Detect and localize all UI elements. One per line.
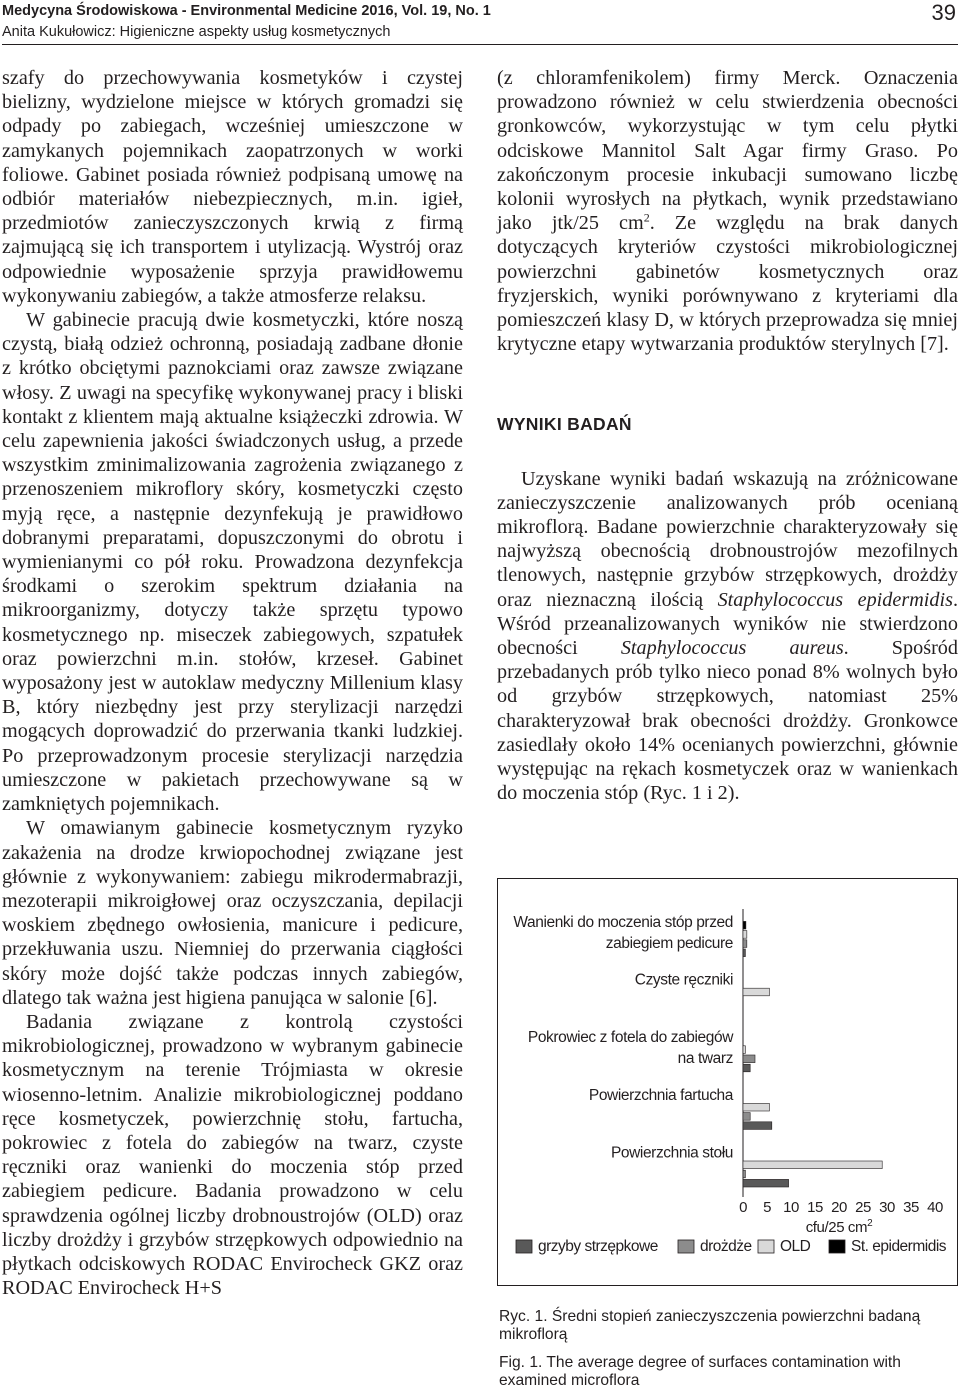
caption-text: The average degree of surfaces contamination with examined microflora xyxy=(499,1354,901,1389)
page-number: 39 xyxy=(931,0,956,25)
bar xyxy=(743,1179,789,1187)
article-running-title: Anita Kukułowicz: Higieniczne aspekty usług kosmetycznych xyxy=(2,24,391,40)
bar xyxy=(743,949,745,957)
paragraph-text: . Spośród przebadanych prób tylko nieco ponad 8% wolnych było od grzybów strzępkowych, natomiast 25% charakteryzował brak obecności drożdży. Gronkowce zasiedlały około 14% ocenianych powierzchni, głównie występując na rękach kosmetyczek oraz w wanienkach do moczenia stóp (Ryc. 1 i 2). xyxy=(497,637,958,805)
x-tick-label: 20 xyxy=(831,1199,847,1216)
bar xyxy=(743,988,769,996)
figure-chart xyxy=(497,878,958,1286)
bar xyxy=(743,931,747,939)
bar xyxy=(743,940,747,948)
paragraph xyxy=(497,66,958,356)
paragraph xyxy=(497,467,958,806)
caption-label: Fig. 1. xyxy=(499,1354,543,1371)
legend-label: St. epidermidis xyxy=(851,1238,947,1255)
x-tick-label: 30 xyxy=(879,1199,895,1216)
species-name: Staphylococcus epidermidis xyxy=(717,588,953,611)
category-label: Wanienki do moczenia stóp przed xyxy=(513,914,733,931)
right-column xyxy=(497,66,958,805)
category-label: na twarz xyxy=(677,1050,733,1068)
x-axis-label-sup: 2 xyxy=(867,1218,873,1229)
paragraph: W omawianym gabinecie kosmetycznym ryzyko zakażenia na drodze krwiopochodnej związane jest głównie z wykonywaniem: zabiegu mikrodermabrazji, mezoterapii mikroigłowej oraz oczyszczania, depilacji woskiem zbędnego owłosienia, manicure i pedicure, przekłuwania uszu. Niemniej do przerwania ciągłości skóry może dojść także podczas innych zabiegów, dlatego tak ważna jest higiena panująca w salonie [6]. xyxy=(2,817,463,1009)
x-tick-label: 35 xyxy=(903,1199,919,1216)
caption-label: Ryc. 1. xyxy=(499,1308,548,1325)
paragraph-text: . Wśród przeanalizowanych wyników nie stwierdzono obecności xyxy=(497,588,958,660)
bar xyxy=(743,1046,745,1054)
bar xyxy=(743,1055,755,1063)
x-axis-label-text: cfu/25 cm xyxy=(805,1219,868,1236)
caption-pl xyxy=(499,1308,959,1344)
x-tick-label: 15 xyxy=(807,1199,823,1216)
paragraph: Badania związane z kontrolą czystości mikrobiologicznej, prowadzono w wybranym gabinecie kosmetycznym na terenie Trójmiasta w okresie wiosenno-letnim. Analizie mikrobiologicznej poddano ręce kosmetyczek, powierzchnię stołu, fartucha, pokrowiec z fotela do zabiegów na twarz, czyste ręczniki oraz wanienki do moczenia stóp przed zabiegiem pedicure. Badania prowadzono w celu sprawdzenia ogólnej liczby drobnoustrojów (OLD) oraz liczby drożdży i grzybów strzępkowych odpowiednio na płytkach odciskowych RODAC Envirocheck GKZ oraz RODAC Envirocheck H+S xyxy=(2,1010,463,1300)
x-tick-label: 0 xyxy=(739,1199,747,1216)
category-label: Powierzchnia stołu xyxy=(610,1144,733,1162)
bar xyxy=(743,921,746,929)
header-divider xyxy=(2,44,958,45)
category-label: Powierzchnia fartucha xyxy=(588,1086,733,1104)
x-tick-label: 5 xyxy=(763,1199,771,1216)
legend-label: grzyby strzępkowe xyxy=(538,1238,658,1255)
species-name: Staphylococcus aureus xyxy=(620,637,844,660)
paragraph: szafy do przechowywania kosmetyków i czystej bielizny, wydzielone miejsce w których gromadzi się odpady po zabiegach, wcześniej umieszczone w zamykanych pojemnikach zaopatrzonych w worki foliowe. Gabinet posiada również podpisaną umowę na odbiór materiałów niebezpiecznych, m.in. igieł, przedmiotów zanieczyszczonych krwią z firmą zajmującą się ich transportem i utylizacją. Wystrój oraz odpowiednie wyposażenie sprzyja prawidłowemu wykonywaniu zabiegów, a także atmosferze relaksu. xyxy=(2,67,463,307)
paragraph: W gabinecie pracują dwie kosmetyczki, które noszą czystą, białą odzież ochronną, posiadają zadbane dłonie z krótko obciętymi paznokciami oraz zawsze związane włosy. Z uwagi na specyfikę wykonywanej pracy i bliski kontakt z klientem mają aktualne książeczki zdrowia. W celu zapewnienia jakości świadczonych usług, a przede wszystkim zminimalizowania zagrożenia związanego z przenoszeniem mikroflory skóry, kosmetyczki często myją ręce, a następnie dezynfekują je prawidłowo dobranymi preparatami, dopuszczonymi do obrotu i wymienianymi co pół roku. Prowadzona dezynfekcja środkami o szerokim spektrum działania na mikroorganizmy, dotyczy także sprzętu typowo kosmetycznego np. miseczek zabiegowych, szpatułek oraz powierzchni m.in. stołów, krzeseł. Gabinet wyposażony jest w autoklaw medyczny Millenium klasy B, który niezbędny jest przy sterylizacji narzędzi mogących doprowadzić do przerwania tkanki ludzkiej. Po przeprowadzonym procesie sterylizacji narzędzia umieszczone w pakietach przechowywane są w zamkniętych pojemnikach. xyxy=(2,309,463,816)
legend-swatch xyxy=(678,1240,694,1253)
legend-swatch xyxy=(758,1240,774,1253)
bar xyxy=(743,1170,745,1178)
category-label: Pokrowiec z fotela do zabiegów xyxy=(527,1029,733,1047)
x-tick-label: 10 xyxy=(783,1199,799,1216)
bar xyxy=(743,1113,750,1121)
legend-swatch xyxy=(516,1240,532,1253)
legend-label: OLD xyxy=(780,1238,811,1255)
bar xyxy=(743,1161,882,1169)
bar-chart xyxy=(498,879,957,1285)
left-column xyxy=(2,66,463,1300)
x-tick-label: 25 xyxy=(855,1199,871,1216)
x-tick-label: 40 xyxy=(927,1199,943,1216)
caption-text: Średni stopień zanieczyszczenia powierzchni badaną mikroflorą xyxy=(499,1308,921,1343)
legend-label: drożdże xyxy=(700,1238,752,1255)
category-label: Czyste ręczniki xyxy=(634,971,733,989)
caption-en xyxy=(499,1354,959,1390)
paragraph-text: Uzyskane wyniki badań wskazują na zróżnicowane zanieczyszczenie analizowanych prób ocenianą mikroflorą. Badane powierzchnie charakteryzowały się najwyższą obecnością drobnoustrojów mezofilnych tlenowych, następnie grzybów strzępkowych, drożdży oraz nieznaczną ilością xyxy=(497,467,958,611)
superscript: 2 xyxy=(643,210,650,225)
section-heading: WYNIKI BADAŃ xyxy=(497,414,632,435)
bar xyxy=(743,1122,772,1130)
paragraph-text: (z chloramfenikolem) firmy Merck. Oznaczenia prowadzono również w celu stwierdzenia obecności gronkowców, wykorzystując w tym celu płytki odciskowe Mannitol Salt Agar firmy Graso. Po zakończonym procesie inkubacji sumowano liczbę kolonii wyrosłych na płytkach, wynik przedstawiano jako jtk/25 cm xyxy=(497,67,958,235)
bar xyxy=(743,1103,769,1111)
category-label: zabiegiem pedicure xyxy=(605,935,733,952)
paragraph-text: . Ze względu na brak danych dotyczących kryteriów czystości mikrobiologicznej powierzchni gabinetów kosmetycznych oraz fryzjerskich, wyniki porównywano z kryteriami dla pomieszczeń klasy D, w których przeprowadza się mniej krytyczne etapy wytwarzania produktów sterylnych [7]. xyxy=(497,212,959,356)
bar xyxy=(743,1064,750,1072)
x-axis-label xyxy=(806,1218,873,1236)
journal-title: Medycyna Środowiskowa - Environmental Medicine 2016, Vol. 19, No. 1 xyxy=(2,3,491,19)
legend-swatch xyxy=(829,1240,845,1253)
